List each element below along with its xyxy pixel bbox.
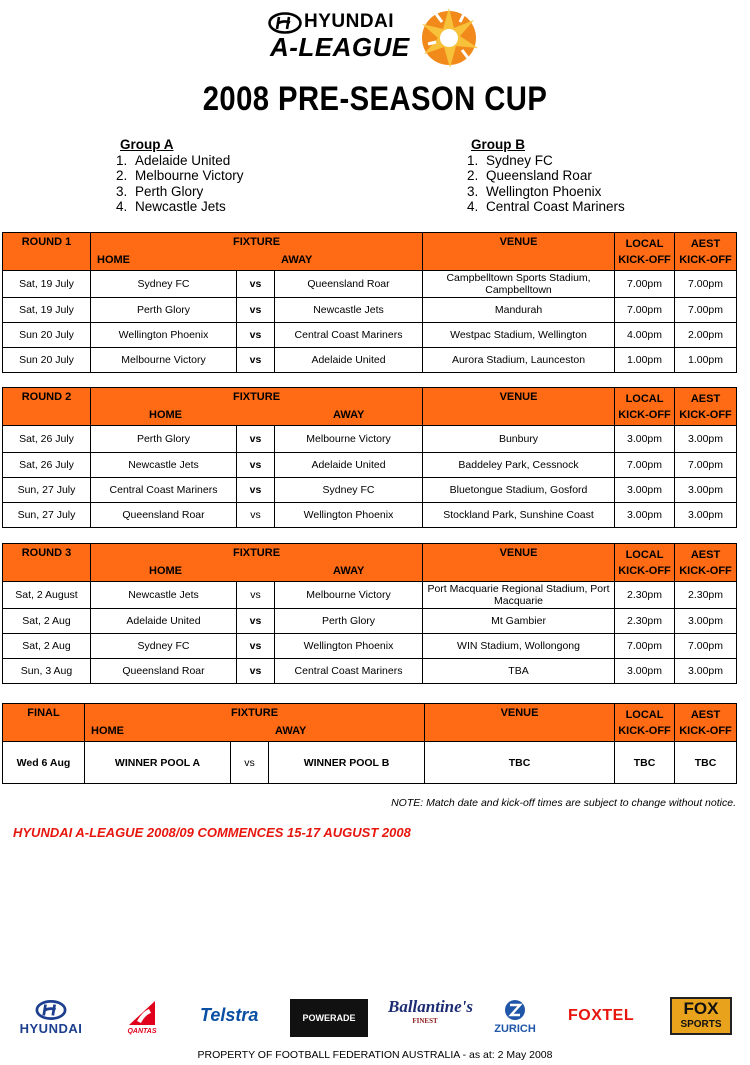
hyundai-sponsor-logo: HYUNDAI bbox=[14, 1000, 88, 1036]
local-kickoff-header: LOCAL KICK-OFF bbox=[615, 388, 675, 426]
home-label: HOME bbox=[97, 253, 130, 266]
round-label: ROUND 1 bbox=[3, 233, 91, 271]
venue-header: VENUE bbox=[423, 544, 615, 582]
away-team: Sydney FC bbox=[275, 478, 423, 503]
final-match-row bbox=[3, 742, 737, 784]
vs-label: vs bbox=[237, 453, 275, 478]
local-kickoff: 3.00pm bbox=[615, 478, 675, 503]
away-team: Melbourne Victory bbox=[275, 582, 423, 609]
match-row bbox=[3, 659, 737, 684]
fixture-header bbox=[91, 233, 423, 271]
qantas-sponsor-logo: QANTAS bbox=[120, 999, 164, 1037]
match-row bbox=[3, 582, 737, 609]
home-team: Sydney FC bbox=[91, 271, 237, 298]
kangaroo-icon bbox=[127, 999, 157, 1027]
local-kickoff: 2.30pm bbox=[615, 609, 675, 634]
venue: Mt Gambier bbox=[423, 609, 615, 634]
group-a-item: 4. Newcastle Jets bbox=[116, 199, 226, 215]
final-table bbox=[2, 703, 737, 784]
local-kickoff: 3.00pm bbox=[615, 426, 675, 453]
match-date: Sat, 19 July bbox=[3, 298, 91, 323]
home-team: Queensland Roar bbox=[91, 503, 237, 528]
away-team: Melbourne Victory bbox=[275, 426, 423, 453]
venue: Westpac Stadium, Wellington bbox=[423, 323, 615, 348]
home-team: Wellington Phoenix bbox=[91, 323, 237, 348]
vs-label: vs bbox=[237, 634, 275, 659]
venue: Mandurah bbox=[423, 298, 615, 323]
schedule-note: NOTE: Match date and kick-off times are subject to change without notice. bbox=[391, 797, 736, 809]
venue: Stockland Park, Sunshine Coast bbox=[423, 503, 615, 528]
home-team: Melbourne Victory bbox=[91, 348, 237, 373]
match-date: Sun, 27 July bbox=[3, 503, 91, 528]
vs-label: vs bbox=[237, 298, 275, 323]
match-row bbox=[3, 478, 737, 503]
aest-kickoff: 7.00pm bbox=[675, 634, 737, 659]
table-header-row bbox=[3, 544, 737, 582]
match-date: Sun 20 July bbox=[3, 348, 91, 373]
ballantines-sponsor-logo: Ballantine's FINEST bbox=[388, 997, 474, 1025]
local-kickoff-header: LOCAL KICK-OFF bbox=[615, 544, 675, 582]
match-row bbox=[3, 503, 737, 528]
away-team: Newcastle Jets bbox=[275, 298, 423, 323]
match-row bbox=[3, 271, 737, 298]
match-date: Sat, 2 August bbox=[3, 582, 91, 609]
away-label: AWAY bbox=[333, 408, 365, 421]
home-label: HOME bbox=[91, 724, 124, 737]
group-a bbox=[116, 137, 244, 215]
local-kickoff: 7.00pm bbox=[615, 271, 675, 298]
page-title: 2008 PRE-SEASON CUP bbox=[202, 80, 548, 118]
match-date: Sat, 26 July bbox=[3, 453, 91, 478]
group-b-item: 4. Central Coast Mariners bbox=[467, 199, 625, 215]
aest-kickoff: 3.00pm bbox=[675, 426, 737, 453]
venue: Baddeley Park, Cessnock bbox=[423, 453, 615, 478]
final-home: WINNER POOL A bbox=[85, 742, 231, 784]
match-row bbox=[3, 298, 737, 323]
aest-kickoff: 2.30pm bbox=[675, 582, 737, 609]
vs-label: vs bbox=[237, 323, 275, 348]
local-kickoff: 4.00pm bbox=[615, 323, 675, 348]
round-label: FINAL bbox=[3, 704, 85, 742]
match-date: Sun 20 July bbox=[3, 323, 91, 348]
away-team: Perth Glory bbox=[275, 609, 423, 634]
group-a-title: Group A bbox=[120, 137, 174, 152]
away-team: Central Coast Mariners bbox=[275, 659, 423, 684]
round-1-table bbox=[2, 232, 737, 373]
vs-label: vs bbox=[237, 271, 275, 298]
zurich-z-icon bbox=[504, 999, 526, 1021]
local-kickoff: 1.00pm bbox=[615, 348, 675, 373]
aest-kickoff-header: AEST KICK-OFF bbox=[675, 544, 737, 582]
fixture-label: FIXTURE bbox=[232, 546, 281, 559]
local-kickoff-header: LOCAL KICK-OFF bbox=[615, 233, 675, 271]
fixture-label: FIXTURE bbox=[232, 235, 281, 248]
vs-label: vs bbox=[237, 348, 275, 373]
aest-kickoff-header: AEST KICK-OFF bbox=[675, 388, 737, 426]
aest-kickoff: 3.00pm bbox=[675, 659, 737, 684]
table-header-row bbox=[3, 233, 737, 271]
venue: Bunbury bbox=[423, 426, 615, 453]
aest-kickoff: 7.00pm bbox=[675, 271, 737, 298]
hyundai-h-icon bbox=[268, 12, 302, 34]
zurich-sponsor-logo: ZURICH bbox=[490, 999, 540, 1037]
telstra-sponsor-logo: Telstra bbox=[200, 1005, 259, 1025]
home-team: Perth Glory bbox=[91, 298, 237, 323]
venue: Campbelltown Sports Stadium, Campbelltown bbox=[423, 271, 615, 298]
away-label: AWAY bbox=[275, 724, 307, 737]
round-3-table bbox=[2, 543, 737, 684]
home-team: Perth Glory bbox=[91, 426, 237, 453]
fixture-header bbox=[91, 388, 423, 426]
vs-label: vs bbox=[237, 659, 275, 684]
match-row bbox=[3, 634, 737, 659]
sponsor-strip bbox=[0, 995, 750, 1041]
match-date: Sat, 19 July bbox=[3, 271, 91, 298]
aest-kickoff: 7.00pm bbox=[675, 453, 737, 478]
away-team: Central Coast Mariners bbox=[275, 323, 423, 348]
match-row bbox=[3, 323, 737, 348]
match-row bbox=[3, 453, 737, 478]
round-label: ROUND 3 bbox=[3, 544, 91, 582]
away-team: Wellington Phoenix bbox=[275, 503, 423, 528]
fox-sports-sponsor-logo: FOX SPORTS bbox=[670, 997, 732, 1035]
home-team: Newcastle Jets bbox=[91, 582, 237, 609]
match-date: Sun, 3 Aug bbox=[3, 659, 91, 684]
aest-kickoff-header: AEST KICK-OFF bbox=[675, 233, 737, 271]
final-venue: TBC bbox=[425, 742, 615, 784]
away-team: Adelaide United bbox=[275, 348, 423, 373]
aest-kickoff: 3.00pm bbox=[675, 503, 737, 528]
powerade-sponsor-logo: POWERADE bbox=[290, 999, 368, 1037]
group-a-item: 3. Perth Glory bbox=[116, 183, 204, 199]
round-2-table bbox=[2, 387, 737, 528]
final-date: Wed 6 Aug bbox=[3, 742, 85, 784]
group-b-item: 1. Sydney FC bbox=[467, 152, 553, 168]
round-label: ROUND 2 bbox=[3, 388, 91, 426]
match-date: Sat, 2 Aug bbox=[3, 634, 91, 659]
group-a-item: 1. Adelaide United bbox=[116, 152, 231, 168]
home-team: Sydney FC bbox=[91, 634, 237, 659]
footer-text: PROPERTY OF FOOTBALL FEDERATION AUSTRALIA - as at: 2 May 2008 bbox=[197, 1049, 553, 1061]
season-commence-banner: HYUNDAI A-LEAGUE 2008/09 COMMENCES 15-17 AUGUST 2008 bbox=[13, 825, 411, 840]
aest-kickoff: 2.00pm bbox=[675, 323, 737, 348]
venue: Port Macquarie Regional Stadium, Port Macquarie bbox=[423, 582, 615, 609]
home-label: HOME bbox=[149, 564, 182, 577]
away-team: Wellington Phoenix bbox=[275, 634, 423, 659]
aest-kickoff: 3.00pm bbox=[675, 478, 737, 503]
a-league-star-icon bbox=[416, 4, 480, 70]
aest-kickoff: 1.00pm bbox=[675, 348, 737, 373]
home-team: Central Coast Mariners bbox=[91, 478, 237, 503]
local-kickoff: 7.00pm bbox=[615, 453, 675, 478]
local-kickoff: 7.00pm bbox=[615, 298, 675, 323]
vs-label: vs bbox=[237, 582, 275, 609]
group-b-item: 2. Queensland Roar bbox=[467, 168, 592, 184]
match-date: Sat, 2 Aug bbox=[3, 609, 91, 634]
fixture-header bbox=[85, 704, 425, 742]
final-away: WINNER POOL B bbox=[269, 742, 425, 784]
group-b-item: 3. Wellington Phoenix bbox=[467, 183, 602, 199]
logo-league-text: A-LEAGUE bbox=[270, 32, 410, 62]
hyundai-a-league-logo bbox=[268, 4, 478, 70]
final-local-kickoff: TBC bbox=[615, 742, 675, 784]
home-team: Queensland Roar bbox=[91, 659, 237, 684]
aest-kickoff-header: AEST KICK-OFF bbox=[675, 704, 737, 742]
local-kickoff: 2.30pm bbox=[615, 582, 675, 609]
aest-kickoff: 7.00pm bbox=[675, 298, 737, 323]
away-team: Adelaide United bbox=[275, 453, 423, 478]
venue: Aurora Stadium, Launceston bbox=[423, 348, 615, 373]
match-date: Sun, 27 July bbox=[3, 478, 91, 503]
logo-brand-text: HYUNDAI bbox=[304, 11, 395, 32]
match-row bbox=[3, 426, 737, 453]
vs-label: vs bbox=[237, 609, 275, 634]
venue-header: VENUE bbox=[423, 233, 615, 271]
foxtel-sponsor-logo: FOXTEL bbox=[568, 1007, 635, 1024]
match-row bbox=[3, 348, 737, 373]
away-label: AWAY bbox=[281, 253, 313, 266]
match-date: Sat, 26 July bbox=[3, 426, 91, 453]
final-aest-kickoff: TBC bbox=[675, 742, 737, 784]
local-kickoff-header: LOCAL KICK-OFF bbox=[615, 704, 675, 742]
local-kickoff: 3.00pm bbox=[615, 659, 675, 684]
vs-label: vs bbox=[237, 426, 275, 453]
home-team: Adelaide United bbox=[91, 609, 237, 634]
hyundai-h-icon bbox=[32, 1000, 70, 1020]
home-team: Newcastle Jets bbox=[91, 453, 237, 478]
group-b-title: Group B bbox=[471, 137, 525, 152]
local-kickoff: 3.00pm bbox=[615, 503, 675, 528]
fixture-label: FIXTURE bbox=[232, 390, 281, 403]
vs-label: vs bbox=[231, 742, 269, 784]
table-header-row bbox=[3, 388, 737, 426]
venue-header: VENUE bbox=[423, 388, 615, 426]
venue-header: VENUE bbox=[425, 704, 615, 742]
fixture-label: FIXTURE bbox=[230, 706, 279, 719]
vs-label: vs bbox=[237, 503, 275, 528]
group-a-item: 2. Melbourne Victory bbox=[116, 168, 244, 184]
away-label: AWAY bbox=[333, 564, 365, 577]
match-row bbox=[3, 609, 737, 634]
aest-kickoff: 3.00pm bbox=[675, 609, 737, 634]
away-team: Queensland Roar bbox=[275, 271, 423, 298]
group-b bbox=[467, 137, 625, 215]
venue: WIN Stadium, Wollongong bbox=[423, 634, 615, 659]
home-label: HOME bbox=[149, 408, 182, 421]
vs-label: vs bbox=[237, 478, 275, 503]
venue: TBA bbox=[423, 659, 615, 684]
venue: Bluetongue Stadium, Gosford bbox=[423, 478, 615, 503]
fixture-header bbox=[91, 544, 423, 582]
table-header-row bbox=[3, 704, 737, 742]
local-kickoff: 7.00pm bbox=[615, 634, 675, 659]
